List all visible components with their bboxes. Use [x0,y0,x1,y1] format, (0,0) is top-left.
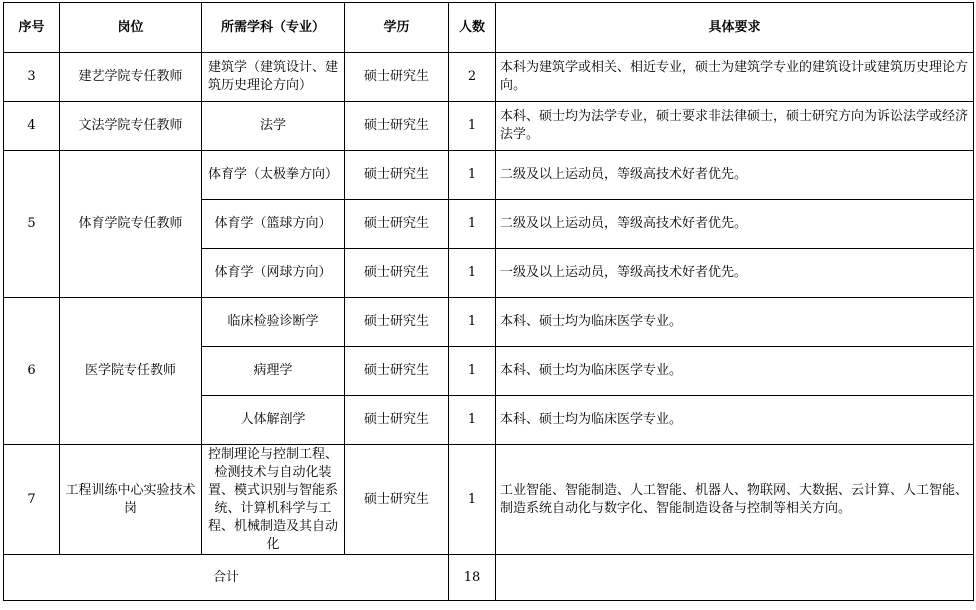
cell-degree: 硕士研究生 [345,200,449,249]
table-row [4,298,974,347]
cell-subject: 病理学 [202,347,345,396]
cell-count: 1 [449,347,496,396]
cell-no: 4 [4,102,60,151]
cell-requirements: 本科、硕士均为法学专业，硕士要求非法律硕士，硕士研究方向为诉讼法学或经济法学。 [496,102,974,151]
cell-requirements: 本科、硕士均为临床医学专业。 [496,298,974,347]
cell-count: 1 [449,102,496,151]
cell-requirements: 本科为建筑学或相关、相近专业，硕士为建筑学专业的建筑设计或建筑历史理论方向。 [496,53,974,102]
header-post: 岗位 [60,3,202,53]
cell-subject: 临床检验诊断学 [202,298,345,347]
cell-requirements: 本科、硕士均为临床医学专业。 [496,396,974,445]
header-subject: 所需学科（专业） [202,3,345,53]
cell-post: 工程训练中心实验技术岗 [60,445,202,555]
cell-subject: 法学 [202,102,345,151]
cell-degree: 硕士研究生 [345,249,449,298]
cell-count: 1 [449,396,496,445]
header-requirements: 具体要求 [496,3,974,53]
header-count: 人数 [449,3,496,53]
cell-degree: 硕士研究生 [345,102,449,151]
cell-post: 建艺学院专任教师 [60,53,202,102]
cell-degree: 硕士研究生 [345,53,449,102]
cell-no: 5 [4,151,60,298]
total-label: 合计 [4,555,449,601]
cell-requirements: 一级及以上运动员，等级高技术好者优先。 [496,249,974,298]
cell-subject: 人体解剖学 [202,396,345,445]
cell-count: 1 [449,151,496,200]
table-header-row [4,3,974,53]
cell-requirements: 工业智能、智能制造、人工智能、机器人、物联网、大数据、云计算、人工智能、制造系统自动化与数字化、智能制造设备与控制等相关方向。 [496,445,974,555]
table-row [4,151,974,200]
cell-requirements: 二级及以上运动员，等级高技术好者优先。 [496,200,974,249]
total-count: 18 [449,555,496,601]
cell-count: 1 [449,445,496,555]
cell-no: 6 [4,298,60,445]
cell-post: 医学院专任教师 [60,298,202,445]
cell-degree: 硕士研究生 [345,445,449,555]
cell-post: 文法学院专任教师 [60,102,202,151]
table-row [4,445,974,555]
table-row [4,53,974,102]
table-row [4,102,974,151]
cell-subject: 建筑学（建筑设计、建筑历史理论方向） [202,53,345,102]
header-no: 序号 [4,3,60,53]
cell-count: 1 [449,249,496,298]
cell-subject: 体育学（太极拳方向） [202,151,345,200]
cell-count: 1 [449,298,496,347]
cell-subject: 体育学（网球方向） [202,249,345,298]
cell-degree: 硕士研究生 [345,396,449,445]
cell-degree: 硕士研究生 [345,347,449,396]
cell-degree: 硕士研究生 [345,298,449,347]
recruitment-table [3,2,974,601]
cell-subject: 控制理论与控制工程、检测技术与自动化装置、模式识别与智能系统、计算机科学与工程、机械制造及其自动化 [202,445,345,555]
cell-degree: 硕士研究生 [345,151,449,200]
cell-no: 7 [4,445,60,555]
cell-requirements: 本科、硕士均为临床医学专业。 [496,347,974,396]
total-empty-cell [496,555,974,601]
total-row [4,555,974,601]
cell-requirements: 二级及以上运动员，等级高技术好者优先。 [496,151,974,200]
header-degree: 学历 [345,3,449,53]
cell-post: 体育学院专任教师 [60,151,202,298]
cell-no: 3 [4,53,60,102]
cell-subject: 体育学（篮球方向） [202,200,345,249]
cell-count: 2 [449,53,496,102]
cell-count: 1 [449,200,496,249]
